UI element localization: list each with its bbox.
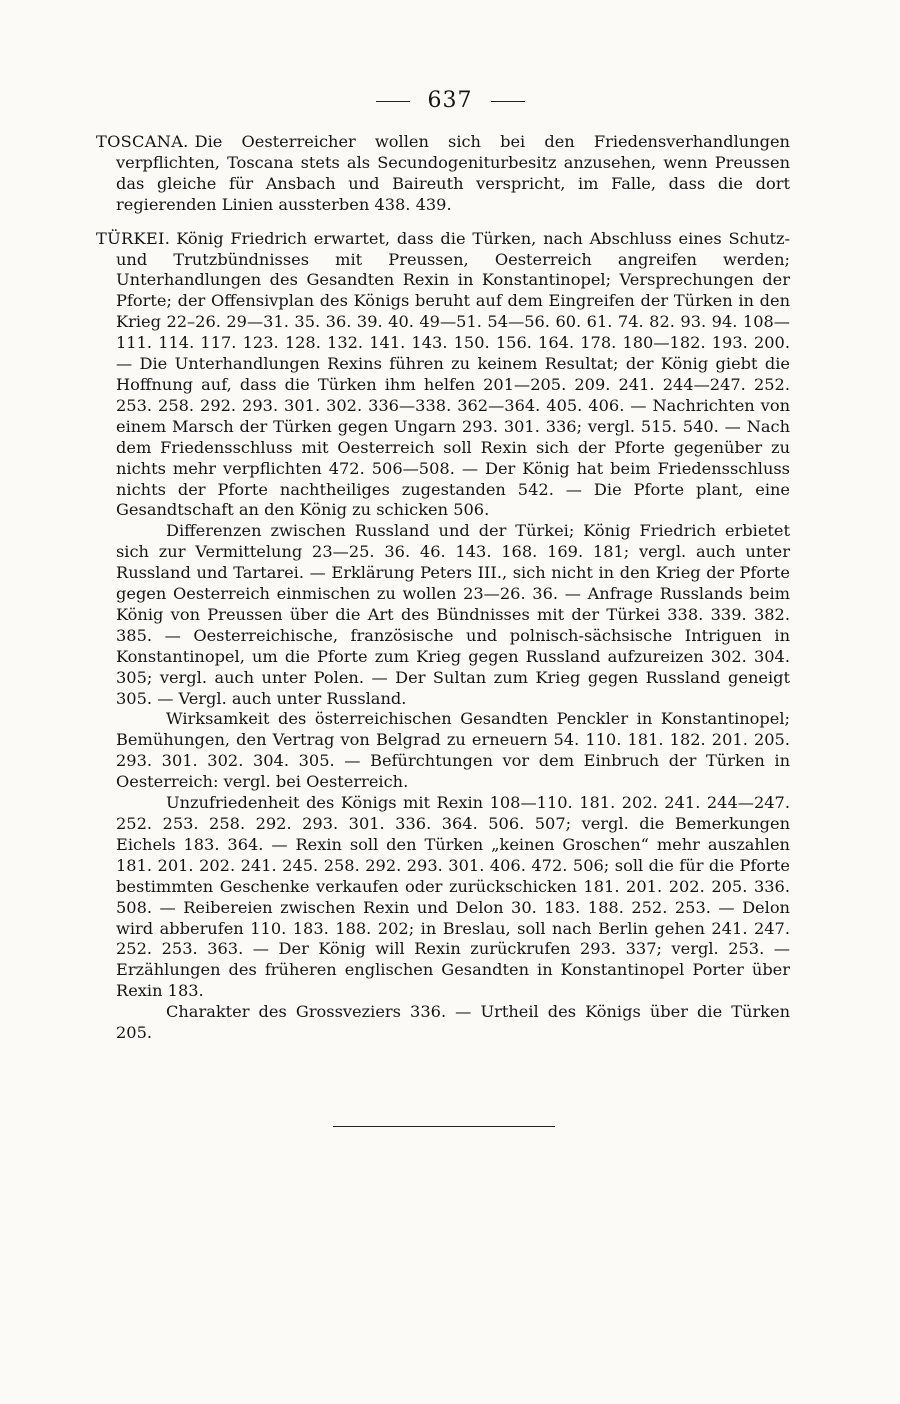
entry-text: Die Oesterreicher wollen sich bei den Friedensverhandlungen verpflichten, Toscana stets als Secundogeniturbesitz anzusehen, wenn Preussen das gleiche für Ansbach und Baireuth verspricht, im Falle, dass die dort regierenden Linien aussterben 438. 439.: [116, 132, 790, 214]
header-dash-left: [376, 101, 410, 102]
page-number: 637: [427, 88, 473, 113]
entry-heading: TÜRKEI.: [96, 228, 171, 248]
section-end-rule: [333, 1126, 555, 1127]
subparagraph-rexin: Unzufriedenheit des Königs mit Rexin 108—110. 181. 202. 241. 244—247. 252. 253. 258. 292. 293. 301. 336. 364. 506. 507; vergl. die Bemerkungen Eichels 183. 364. — Rexin soll den Türken „keinen Groschen“ mehr auszahlen 181. 201. 202. 241. 245. 258. 292. 293. 301. 406. 472. 506; soll die für die Pforte bestimmten Geschenke verkaufen oder zurückschicken 181. 201. 202. 205. 336. 508. — Reibereien zwischen Rexin und Delon 30. 183. 188. 252. 253. — Delon wird abberufen 110. 183. 188. 202; in Breslau, soll nach Berlin gehen 241. 247. 252. 253. 363. — Der König will Rexin zurückrufen 293. 337; vergl. 253. — Erzählungen des früheren englischen Gesandten in Konstantinopel Porter über Rexin 183.: [116, 793, 790, 1001]
subparagraph-russland: Differenzen zwischen Russland und der Türkei; König Friedrich erbietet sich zur Vermittelung 23—25. 36. 46. 143. 168. 169. 181; vergl. auch unter Russland und Tartarei. — Erklärung Peters III., sich nicht in den Krieg der Pforte gegen Oesterreich einmischen zu wollen 23—26. 36. — Anfrage Russlands beim König von Preussen über die Art des Bündnisses mit der Türkei 338. 339. 382. 385. — Oesterreichische, französische und polnisch-sächsische Intriguen in Konstantinopel, um die Pforte zum Krieg gegen Russland aufzureizen 302. 304. 305; vergl. auch unter Polen. — Der Sultan zum Krieg gegen Russland geneigt 305. — Vergl. auch unter Russland.: [116, 521, 790, 708]
index-body: [96, 132, 790, 1044]
subparagraph-penckler: Wirksamkeit des österreichischen Gesandten Penckler in Konstantinopel; Bemühungen, den Vertrag von Belgrad zu erneuern 54. 110. 181. 182. 201. 205. 293. 301. 302. 304. 305. — Befürchtungen vor dem Einbruch der Türken in Oesterreich: vergl. bei Oesterreich.: [116, 709, 790, 792]
page-header: [0, 86, 900, 116]
header-dash-right: [491, 101, 525, 102]
subparagraph-grossvezier: Charakter des Grossveziers 336. — Urtheil des Königs über die Türken 205.: [116, 1002, 790, 1043]
index-entry-toscana: [96, 132, 790, 216]
entry-heading: TOSCANA.: [96, 132, 189, 151]
index-entry-tuerkei: [96, 229, 790, 522]
entry-text: König Friedrich erwartet, dass die Türken, nach Abschluss eines Schutz- und Trutzbündnisses mit Preussen, Oesterreich angreifen werden; Unterhandlungen des Gesandten Rexin in Konstantinopel; Versprechungen der Pforte; der Offensivplan des Königs beruht auf dem Eingreifen der Türken in den Krieg 22–26. 29—31. 35. 36. 39. 40. 49—51. 54—56. 60. 61. 74. 82. 93. 94. 108—111. 114. 117. 123. 128. 132. 141. 143. 150. 156. 164. 178. 180—182. 193. 200. — Die Unterhandlungen Rexins führen zu keinem Resultat; der König giebt die Hoffnung auf, dass die Türken ihm helfen 201—205. 209. 241. 244—247. 252. 253. 258. 292. 293. 301. 302. 336—338. 362—364. 405. 406. — Nachrichten von einem Marsch der Türken gegen Ungarn 293. 301. 336; vergl. 515. 540. — Nach dem Friedensschluss mit Oesterreich soll Rexin sich der Pforte gegenüber zu nichts mehr verpflichten 472. 506—508. — Der König hat beim Friedensschluss nichts der Pforte nachtheiliges zugestanden 542. — Die Pforte plant, eine Gesandtschaft an den König zu schicken 506.: [116, 228, 790, 520]
